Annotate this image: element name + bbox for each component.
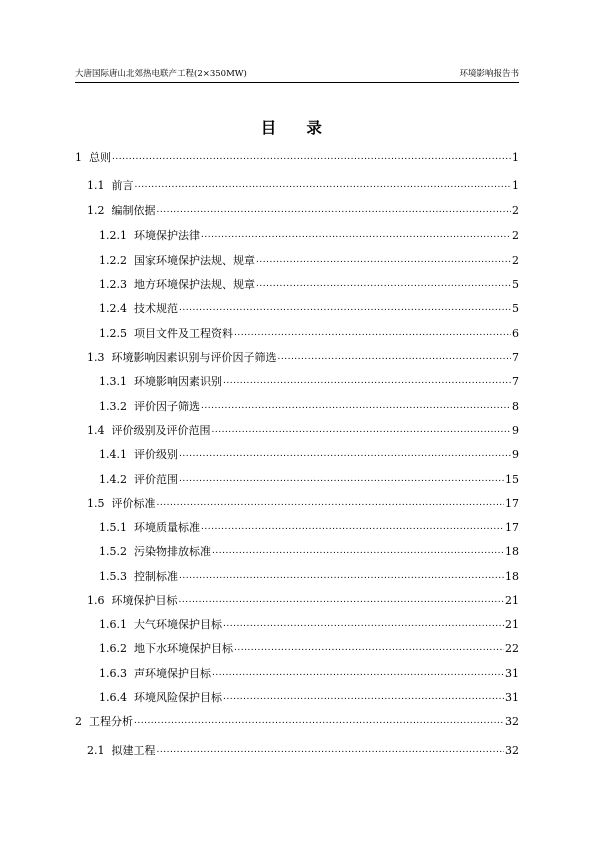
- toc-entry[interactable]: [99, 301, 519, 317]
- toc-dot-leader: [179, 448, 511, 460]
- toc-entry-label: 国家环境保护法规、规章: [134, 254, 255, 267]
- toc-entry[interactable]: [99, 277, 519, 293]
- toc-entry-number: 1.2.5: [99, 327, 127, 340]
- toc-entry-number: 1.3.2: [99, 400, 127, 413]
- page-title: 目 录: [260, 118, 335, 137]
- toc-entry[interactable]: [87, 350, 519, 366]
- toc-dot-leader: [157, 744, 505, 756]
- toc-entry-label: 拟建工程: [111, 744, 156, 757]
- toc-entry-label: 总则: [89, 151, 111, 164]
- toc-entry-number: 1.6.3: [99, 667, 127, 680]
- toc-dot-leader: [157, 497, 505, 509]
- toc-dot-leader: [212, 424, 512, 436]
- toc-entry-number: 1.4.2: [99, 473, 127, 486]
- toc-dot-leader: [135, 179, 512, 191]
- toc-dot-leader: [223, 375, 511, 387]
- toc-entry[interactable]: [75, 150, 519, 166]
- toc-entry-label: 地方环境保护法规、规章: [134, 278, 255, 291]
- toc-entry-label: 前言: [111, 179, 134, 192]
- toc-entry-number: 1.2.2: [99, 254, 127, 267]
- toc-entry-page-number: 17: [505, 521, 519, 534]
- toc-entry-label: 控制标准: [134, 570, 178, 583]
- toc-entry-number: 1.6.2: [99, 642, 127, 655]
- toc-entry[interactable]: [87, 593, 519, 609]
- toc-dot-leader: [157, 204, 512, 216]
- toc-entry-page-number: 18: [505, 545, 519, 558]
- toc-entry-number: 1.3.1: [99, 375, 127, 388]
- toc-entry[interactable]: [99, 253, 519, 269]
- toc-entry-number: 1.5.3: [99, 570, 127, 583]
- toc-entry-number: 1.6: [87, 594, 105, 607]
- toc-entry-label: 声环境保护目标: [134, 667, 211, 680]
- toc-entry-label: 评价范围: [134, 473, 178, 486]
- toc-entry-number: 1.2.1: [99, 229, 127, 242]
- toc-dot-leader: [201, 229, 511, 241]
- toc-entry-label: 评价级别及评价范围: [111, 424, 211, 437]
- toc-dot-leader: [179, 570, 504, 582]
- toc-entry-page-number: 1: [512, 151, 519, 164]
- toc-entry-page-number: 21: [505, 594, 519, 607]
- toc-entry-page-number: 2: [512, 204, 519, 217]
- toc-entry[interactable]: [99, 326, 519, 342]
- toc-entry[interactable]: [87, 496, 519, 512]
- toc-entry-label: 地下水环境保护目标: [134, 642, 233, 655]
- toc-entry[interactable]: [99, 399, 519, 415]
- toc-entry-page-number: 15: [505, 473, 519, 486]
- toc-entry-page-number: 32: [505, 715, 519, 728]
- toc-entry[interactable]: [99, 447, 519, 463]
- toc-entry-page-number: 21: [505, 618, 519, 631]
- toc-entry-label: 环境影响因素识别与评价因子筛选: [111, 351, 277, 364]
- toc-entry-label: 环境质量标准: [134, 521, 200, 534]
- toc-entry-label: 编制依据: [111, 204, 156, 217]
- toc-entry[interactable]: [75, 714, 519, 730]
- toc-entry[interactable]: [99, 228, 519, 244]
- toc-entry-label: 技术规范: [134, 302, 178, 315]
- toc-entry-page-number: 18: [505, 570, 519, 583]
- toc-dot-leader: [223, 691, 504, 703]
- toc-entry-number: 2: [75, 715, 82, 728]
- toc-dot-leader: [256, 278, 511, 290]
- toc-entry-page-number: 1: [512, 179, 519, 192]
- toc-dot-leader: [256, 254, 511, 266]
- toc-entry-page-number: 32: [505, 744, 519, 757]
- toc-entry-page-number: 9: [512, 424, 519, 437]
- toc-dot-leader: [134, 715, 504, 727]
- toc-entry[interactable]: [99, 617, 519, 633]
- toc-entry-page-number: 6: [512, 327, 519, 340]
- toc-entry[interactable]: [99, 690, 519, 706]
- toc-dot-leader: [179, 473, 504, 485]
- toc-entry[interactable]: [87, 743, 519, 759]
- toc-dot-leader: [212, 667, 504, 679]
- toc-entry-page-number: 5: [512, 302, 519, 315]
- toc-entry-label: 大气环境保护目标: [134, 618, 222, 631]
- toc-entry[interactable]: [99, 520, 519, 536]
- toc-dot-leader: [223, 618, 504, 630]
- toc-dot-leader: [234, 327, 511, 339]
- toc-entry-number: 1.5.2: [99, 545, 127, 558]
- toc-entry[interactable]: [99, 569, 519, 585]
- toc-entry-label: 工程分析: [89, 715, 133, 728]
- toc-dot-leader: [112, 151, 511, 163]
- toc-entry-label: 环境影响因素识别: [134, 375, 222, 388]
- toc-entry-number: 1.6.4: [99, 691, 127, 704]
- toc-entry-page-number: 5: [512, 278, 519, 291]
- toc-dot-leader: [201, 400, 511, 412]
- toc-entry-label: 评价标准: [111, 497, 156, 510]
- toc-entry-page-number: 2: [512, 254, 519, 267]
- toc-dot-leader: [278, 351, 512, 363]
- toc-entry-label: 环境保护目标: [111, 594, 178, 607]
- toc-entry-number: 1.2: [87, 204, 105, 217]
- toc-dot-leader: [212, 545, 504, 557]
- toc-entry-number: 1.6.1: [99, 618, 127, 631]
- toc-entry-page-number: 8: [512, 400, 519, 413]
- toc-entry-number: 2.1: [87, 744, 105, 757]
- toc-entry-number: 1: [75, 151, 82, 164]
- toc-dot-leader: [201, 521, 504, 533]
- toc-entry-number: 1.2.4: [99, 302, 127, 315]
- toc-entry-page-number: 7: [512, 351, 519, 364]
- toc-entry-label: 环境风险保护目标: [134, 691, 222, 704]
- toc-entry-number: 1.2.3: [99, 278, 127, 291]
- toc-dot-leader: [179, 594, 505, 606]
- toc-dot-leader: [179, 302, 511, 314]
- toc-entry-label: 评价级别: [134, 448, 178, 461]
- toc-dot-leader: [234, 642, 504, 654]
- header-divider: [75, 82, 519, 83]
- header-report-type: 环境影响报告书: [459, 69, 519, 79]
- toc-entry-page-number: 2: [512, 229, 519, 242]
- toc-entry-number: 1.4.1: [99, 448, 127, 461]
- toc-entry-number: 1.3: [87, 351, 105, 364]
- page-header: [75, 67, 519, 81]
- toc-entry-page-number: 7: [512, 375, 519, 388]
- toc-entry-label: 项目文件及工程资料: [134, 327, 233, 340]
- toc-entry[interactable]: [87, 423, 519, 439]
- toc-entry[interactable]: [87, 178, 519, 194]
- toc-entry[interactable]: [99, 374, 519, 390]
- toc-entry-label: 环境保护法律: [134, 229, 200, 242]
- toc-entry-number: 1.4: [87, 424, 105, 437]
- header-document-title: 大唐国际唐山北郊热电联产工程(2×350MW): [75, 69, 247, 79]
- toc-entry[interactable]: [99, 666, 519, 682]
- toc-entry[interactable]: [99, 641, 519, 657]
- toc-entry-page-number: 9: [512, 448, 519, 461]
- toc-entry-page-number: 17: [505, 497, 519, 510]
- toc-entry-page-number: 22: [505, 642, 519, 655]
- toc-entry[interactable]: [99, 544, 519, 560]
- toc-entry-page-number: 31: [505, 667, 519, 680]
- toc-entry-label: 评价因子筛选: [134, 400, 200, 413]
- toc-entry[interactable]: [87, 203, 519, 219]
- toc-entry-number: 1.1: [87, 179, 105, 192]
- toc-entry-label: 污染物排放标准: [134, 545, 211, 558]
- toc-entry[interactable]: [99, 472, 519, 488]
- toc-entry-number: 1.5.1: [99, 521, 127, 534]
- toc-entry-number: 1.5: [87, 497, 105, 510]
- toc-entry-page-number: 31: [505, 691, 519, 704]
